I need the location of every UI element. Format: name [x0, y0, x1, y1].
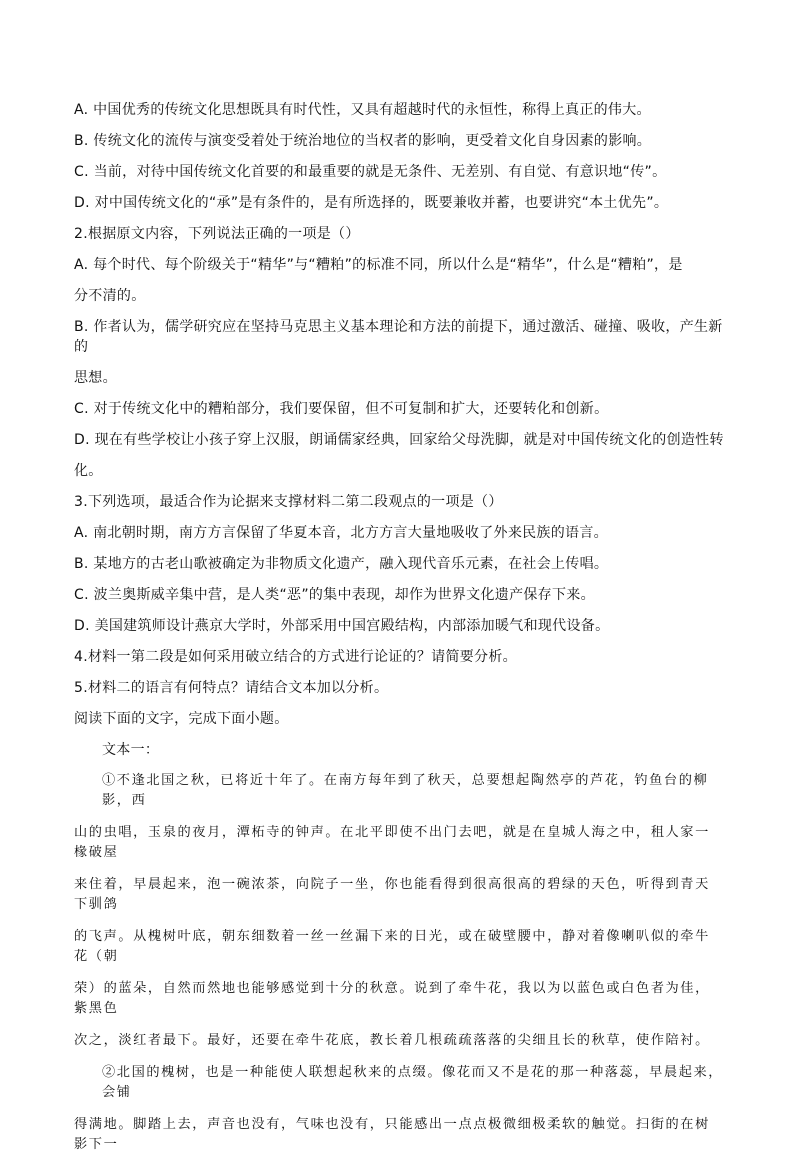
q1-option-a: A. 中国优秀的传统文化思想既具有时代性，又具有超越时代的永恒性，称得上真正的伟大。 [74, 102, 651, 118]
q3-stem: 3.下列选项，最适合作为论据来支撑材料二第二段观点的一项是（） [74, 494, 503, 510]
page-content [74, 100, 724, 1167]
passage-line: 的飞声。从槐树叶底，朝东细数着一丝一丝漏下来的日光，或在破壁腰中，静对着像喇叭似的牵牛花（朝 [74, 929, 710, 964]
q4-stem: 4.材料一第二段是如何采用破立结合的方式进行论证的？请简要分析。 [74, 649, 517, 665]
q3-option-a: A. 南北朝时期，南方方言保留了华夏本音，北方方言大量地吸收了外来民族的语言。 [74, 525, 608, 541]
passage-line: 得满地。脚踏上去，声音也没有，气味也没有，只能感出一点点极微细极柔软的触觉。扫街的在树影下一 [74, 1117, 710, 1152]
reading-instruction: 阅读下面的文字，完成下面小题。 [74, 711, 289, 727]
text-label: 文本一： [102, 742, 160, 758]
q2-option-a-cont: 分不清的。 [74, 288, 146, 304]
passage-paragraph-2 [74, 1063, 724, 1155]
passage-line: 荣）的蓝朵，自然而然地也能够感觉到十分的秋意。说到了牵牛花，我以为以蓝色或白色者为佳，紫黑色 [74, 981, 710, 1016]
passage-paragraph-1 [74, 771, 724, 1051]
passage-line: ②北国的槐树，也是一种能使人联想起秋来的点缀。像花而又不是花的那一种落蕊，早晨起来，会铺 [102, 1065, 724, 1100]
q2-option-b: B. 作者认为，儒学研究应在坚持马克思主义基本理论和方法的前提下，通过激活、碰撞、吸收，产生新的 [74, 319, 723, 355]
q1-option-b: B. 传统文化的流传与演变受着处于统治地位的当权者的影响，更受着文化自身因素的影响。 [74, 133, 652, 149]
q2-option-d: D. 现在有些学校让小孩子穿上汉服，朗诵儒家经典，回家给父母洗脚，就是对中国传统文化的创造性转 [74, 432, 724, 448]
q3-option-d: D. 美国建筑师设计燕京大学时，外部采用中国宫殿结构，内部添加暖气和现代设备。 [74, 618, 610, 634]
passage-line: 来住着，早晨起来，泡一碗浓茶，向院子一坐，你也能看得到很高很高的碧绿的天色，听得到青天下驯鸽 [74, 877, 710, 912]
q5-stem: 5.材料二的语言有何特点？请结合文本加以分析。 [74, 680, 389, 696]
passage-line: 次之，淡红者最下。最好，还要在牵牛花底，教长着几根疏疏落落的尖细且长的秋草，使作陪衬。 [74, 1033, 710, 1048]
q2-option-a: A. 每个时代、每个阶级关于“精华”与“糟粕”的标准不同，所以什么是“精华”，什么是“糟粕”，是 [74, 257, 683, 273]
q2-stem: 2.根据原文内容，下列说法正确的一项是（） [74, 226, 360, 242]
q1-option-d: D. 对中国传统文化的“承”是有条件的，是有所选择的，既要兼收并蓄，也要讲究“本土优先”。 [74, 195, 669, 211]
passage-line: 山的虫唱，玉泉的夜月，潭柘寺的钟声。在北平即使不出门去吧，就是在皇城人海之中，租人家一椽破屋 [74, 825, 710, 860]
q2-option-b-cont: 思想。 [74, 370, 117, 386]
q3-option-c: C. 波兰奥斯威辛集中营，是人类“恶”的集中表现，却作为世界文化遗产保存下来。 [74, 587, 595, 603]
q2-option-c: C. 对于传统文化中的糟粕部分，我们要保留，但不可复制和扩大，还要转化和创新。 [74, 401, 609, 417]
q2-option-d-cont: 化。 [74, 463, 103, 479]
passage-line: ①不逢北国之秋，已将近十年了。在南方每年到了秋天，总要想起陶然亭的芦花，钓鱼台的柳影，西 [102, 773, 709, 808]
q1-option-c: C. 当前，对待中国传统文化首要的和最重要的就是无条件、无差别、有自觉、有意识地“传”。 [74, 164, 667, 180]
q3-option-b: B. 某地方的古老山歌被确定为非物质文化遗产，融入现代音乐元素，在社会上传唱。 [74, 556, 609, 572]
